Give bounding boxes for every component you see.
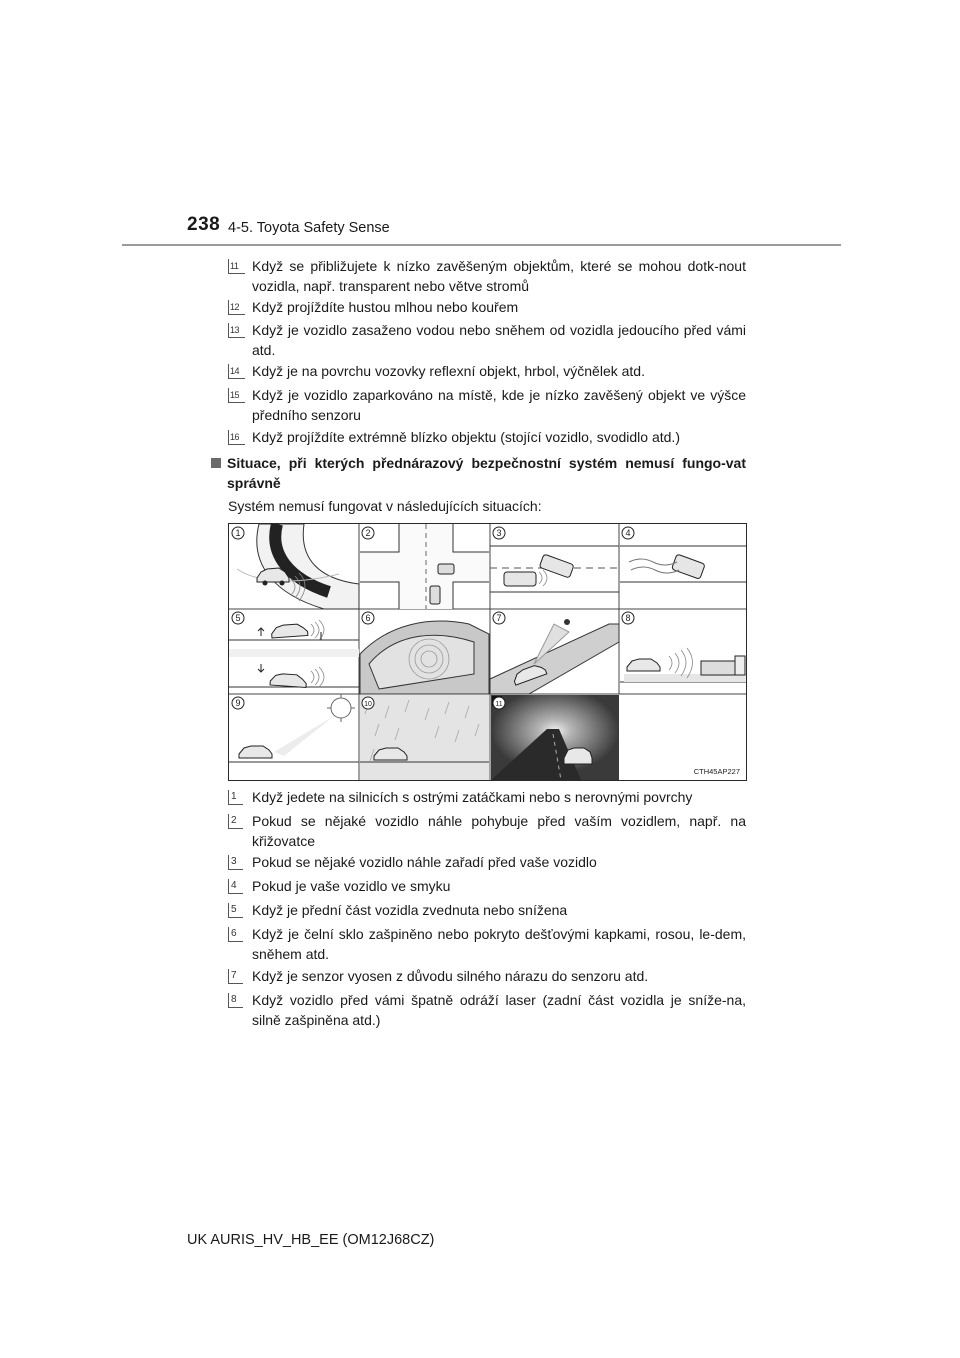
item-text: Když vozidlo před vámi špatně odráží laser (zadní část vozidla je sníže-na, silně zašpiněna atd.) xyxy=(252,992,746,1028)
page-number: 238 xyxy=(187,214,221,235)
list-item xyxy=(228,924,746,964)
svg-text:10: 10 xyxy=(364,701,372,708)
item-number: 5 xyxy=(228,903,243,918)
item-number: 8 xyxy=(228,993,243,1008)
item-text: Pokud se nějaké vozidlo náhle pohybuje před vaším vozidlem, např. na křižovatce xyxy=(252,813,746,849)
cell-8-truck xyxy=(620,648,746,682)
list-item xyxy=(228,320,746,360)
cell-5-front-tilt xyxy=(229,620,359,687)
heading-text: Situace, při kterých přednárazový bezpečnostní systém nemusí fungo-vat správně xyxy=(227,455,746,491)
item-text: Pokud se nějaké vozidlo náhle zařadí před vaše vozidlo xyxy=(252,854,597,870)
cell-1-sharp-curve xyxy=(237,524,359,609)
section-heading xyxy=(211,453,746,493)
svg-text:5: 5 xyxy=(235,613,241,623)
item-number: 2 xyxy=(228,814,243,829)
svg-text:6: 6 xyxy=(365,613,371,623)
situations-illustration xyxy=(228,523,747,781)
item-number: 15 xyxy=(228,388,245,403)
cell-number xyxy=(232,527,244,539)
item-text: Když je vozidlo zaparkováno na místě, kde je nízko zavěšený objekt ve výšce předního senzoru xyxy=(252,387,746,423)
section-title: 4-5. Toyota Safety Sense xyxy=(228,220,390,236)
cell-number xyxy=(362,527,374,539)
svg-text:3: 3 xyxy=(496,528,502,538)
figure-code: CTH45AP227 xyxy=(693,767,740,776)
list-item xyxy=(228,876,746,896)
list-item xyxy=(228,427,746,447)
cell-number xyxy=(493,612,505,624)
item-number: 7 xyxy=(228,969,243,984)
cell-number xyxy=(622,612,634,624)
item-text: Když jedete na silnicích s ostrými zatáčkami nebo s nerovnými povrchy xyxy=(252,789,693,805)
item-text: Když je přední část vozidla zvednuta nebo snížena xyxy=(252,902,568,918)
item-text: Když je na povrchu vozovky reflexní objekt, hrbol, výčnělek atd. xyxy=(252,363,645,379)
item-text: Když projíždíte hustou mlhou nebo kouřem xyxy=(252,299,519,315)
cell-10-rain xyxy=(360,695,489,780)
cell-2-intersection xyxy=(360,524,489,609)
list-item xyxy=(228,811,746,851)
cell-9-sunlight xyxy=(229,694,359,762)
item-text: Pokud je vaše vozidlo ve smyku xyxy=(252,878,451,894)
svg-text:1: 1 xyxy=(235,528,241,538)
list-item xyxy=(228,787,746,807)
item-number: 14 xyxy=(228,364,245,379)
svg-text:7: 7 xyxy=(496,613,502,623)
item-text: Když je vozidlo zasaženo vodou nebo sněhem od vozidla jedoucího před vámi atd. xyxy=(252,322,746,358)
svg-text:9: 9 xyxy=(235,698,241,708)
item-number: 4 xyxy=(228,879,243,894)
cell-number xyxy=(232,612,244,624)
list-item xyxy=(228,900,746,920)
list-item xyxy=(228,385,746,425)
cell-number xyxy=(493,697,505,709)
cell-6-windshield xyxy=(360,621,489,694)
list-item xyxy=(228,297,746,317)
item-text: Když je čelní sklo zašpiněno nebo pokryto dešťovými kapkami, rosou, le-dem, sněhem atd. xyxy=(252,926,746,962)
cell-number xyxy=(622,527,634,539)
list-item xyxy=(228,361,746,381)
item-number: 16 xyxy=(228,430,245,445)
cell-number xyxy=(362,697,374,709)
cell-number xyxy=(362,612,374,624)
item-number: 13 xyxy=(228,323,245,338)
cell-11-tunnel xyxy=(491,695,619,780)
cell-4-skid xyxy=(620,546,746,582)
document-code: UK AURIS_HV_HB_EE (OM12J68CZ) xyxy=(187,1232,435,1248)
svg-text:2: 2 xyxy=(365,528,371,538)
item-text: Když se přibližujete k nízko zavěšeným objektům, které se mohou dotk-nout vozidla, např. transparent nebo větve stromů xyxy=(252,258,746,294)
cell-7-sensor xyxy=(490,619,619,694)
item-text: Když je senzor vyosen z důvodu silného nárazu do senzoru atd. xyxy=(252,968,649,984)
svg-text:8: 8 xyxy=(625,613,631,623)
item-number: 12 xyxy=(228,300,245,315)
item-text: Když projíždíte extrémně blízko objektu (stojící vozidlo, svodidlo atd.) xyxy=(252,429,680,445)
intro-text: Systém nemusí fungovat v následujících situacích: xyxy=(228,498,542,514)
list-item xyxy=(228,852,746,872)
square-bullet-icon xyxy=(211,458,221,468)
item-number: 1 xyxy=(228,790,243,805)
cell-number xyxy=(232,697,244,709)
svg-text:4: 4 xyxy=(625,528,631,538)
cell-number xyxy=(493,527,505,539)
item-number: 6 xyxy=(228,927,243,942)
list-item xyxy=(228,990,746,1030)
list-item xyxy=(228,256,746,296)
cell-3-cut-in xyxy=(490,546,619,592)
illustration-svg xyxy=(229,524,746,780)
svg-text:11: 11 xyxy=(495,701,503,708)
header-divider xyxy=(122,244,841,246)
item-number: 11 xyxy=(228,259,245,274)
list-item xyxy=(228,966,746,986)
item-number: 3 xyxy=(228,855,243,870)
